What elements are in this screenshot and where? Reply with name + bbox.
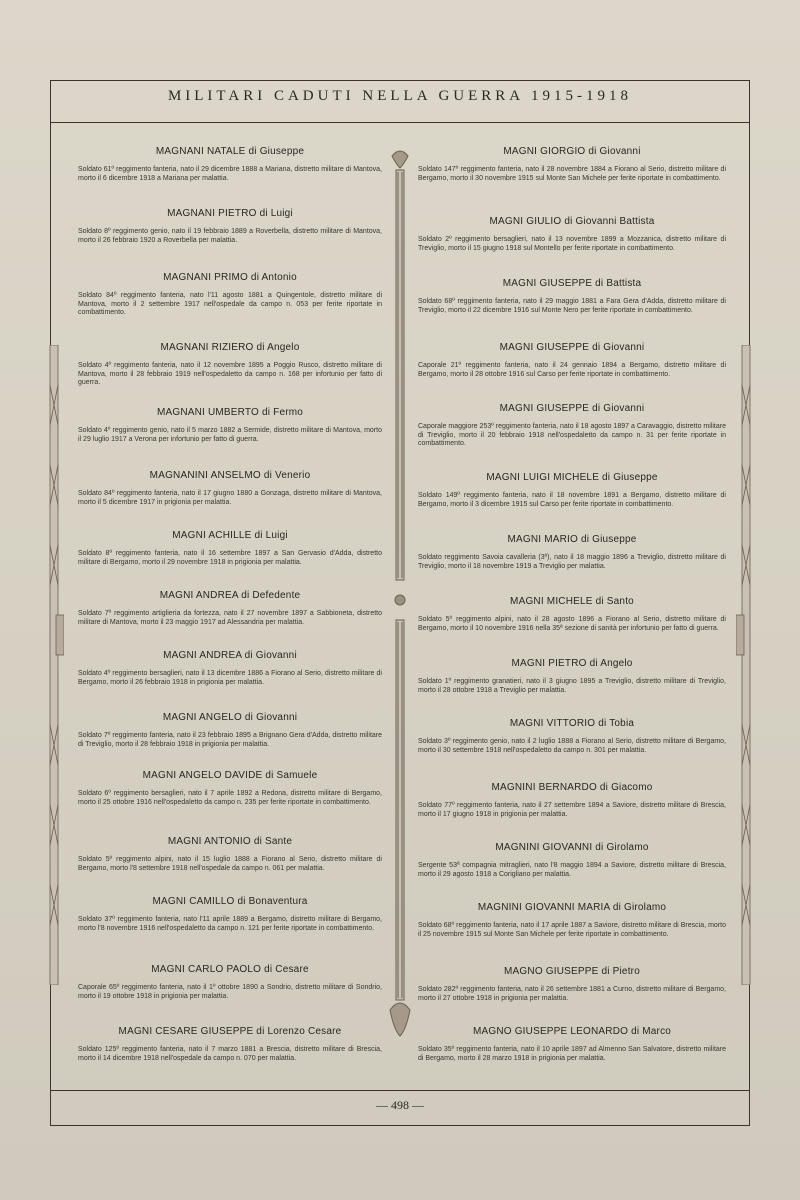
entry: [78, 208, 382, 245]
entry: [78, 836, 382, 873]
entry-name: MAGNANI UMBERTO di Fermo: [156, 407, 304, 418]
right-pole-ornament: [736, 345, 756, 985]
entry-text: Soldato 125º reggimento fanteria, nato il 7 marzo 1881 a Brescia, distretto militare di Brescia, morto il 14 dicembre 1918 nell'ospedale da campo n. 070 per malattia.: [78, 1046, 382, 1062]
entry-text: Soldato 7º reggimento fanteria, nato il 23 febbraio 1895 a Brignano Gera d'Adda, distretto militare di Treviglio, morto il 28 febbraio 1918 in prigionia per malattia.: [78, 732, 382, 748]
entry-name: MAGNO GIUSEPPE LEONARDO di Marco: [472, 1026, 672, 1037]
page-title: MILITARI CADUTI NELLA GUERRA 1915-1918: [167, 88, 633, 104]
entry-text: Soldato 1º reggimento granatieri, nato il 3 giugno 1895 a Treviglio, distretto militare di Treviglio, morto il 28 ottobre 1918 a Treviglio per malattia.: [418, 678, 726, 694]
entry-text: Soldato 3º reggimento genio, nato il 2 luglio 1888 a Fiorano al Serio, distretto militare di Bergamo, morto il 30 settembre 1918 nell'ospedaletto da campo n. 301 per malattia.: [418, 738, 726, 754]
entry-text: Soldato 5º reggimento alpini, nato il 28 agosto 1896 a Fiorano al Serio, distretto militare di Bergamo, morto il 10 novembre 1916 nella 35ª sezione di sanità per infortunio per fatto di guerra.: [418, 616, 726, 632]
entry-name: MAGNANI NATALE di Giuseppe: [155, 146, 305, 157]
entry: [78, 146, 382, 183]
entry: [418, 966, 726, 1003]
entry-text: Soldato 68º reggimento fanteria, nato il 29 maggio 1881 a Fara Gera d'Adda, distretto militare di Treviglio, morto il 22 dicembre 1916 sul Monte Nero per ferite riportate in combattimento.: [418, 298, 726, 314]
entry-text: Soldato 2º reggimento bersaglieri, nato il 13 novembre 1899 a Mozzanica, distretto militare di Treviglio, morto il 15 giugno 1918 sul Montello per ferite riportate in combattimento.: [418, 236, 726, 252]
entry-text: Soldato 147º reggimento fanteria, nato il 28 novembre 1884 a Fiorano al Serio, distretto militare di Bergamo, morto il 30 novembre 1915 sul Monte San Michele per ferite riportate in combattimento.: [418, 166, 726, 182]
entry-text: Caporale 65º reggimento fanteria, nato il 1º ottobre 1890 a Sondrio, distretto militare di Sondrio, morto il 19 ottobre 1918 in prigionia per malattia.: [78, 984, 382, 1000]
entry-name: MAGNINI GIOVANNI di Girolamo: [495, 842, 649, 853]
entry: [78, 407, 382, 444]
entry: [418, 216, 726, 253]
entry-text: Soldato 35º reggimento fanteria, nato il 10 aprile 1897 ad Almenno San Salvatore, distretto militare di Bergamo, morto il 28 marzo 1918 in prigionia per malattia.: [418, 1046, 726, 1062]
entry-name: MAGNI ANGELO di Giovanni: [162, 712, 298, 723]
entry: [418, 342, 726, 379]
entry: [78, 770, 382, 807]
entry-text: Soldato reggimento Savoia cavalleria (3º), nato il 18 maggio 1896 a Treviglio, distretto militare di Treviglio, morto il 18 novembre 1919 a Treviglio per malattia.: [418, 554, 726, 570]
entry-text: Soldato 4º reggimento bersaglieri, nato il 13 dicembre 1886 a Fiorano al Serio, distretto militare di Bergamo, morto il 26 febbraio 1918 in prigionia per malattia.: [78, 670, 382, 686]
title-rule: [50, 122, 750, 123]
entry-text: Soldato 68º reggimento fanteria, nato il 17 aprile 1887 a Saviore, distretto militare di Brescia, morto il 25 novembre 1915 sul Monte San Michele per ferite riportate in combattimento.: [418, 922, 726, 938]
center-column-ornament: [388, 150, 412, 1040]
entry: [418, 596, 726, 633]
entry: [418, 472, 726, 509]
entry-text: Soldato 4º reggimento fanteria, nato il 12 novembre 1895 a Poggio Rusco, distretto militare di Mantova, morto il 28 febbraio 1919 nell'ospedaletto da campo n. 168 per infortunio per fatto di guerra.: [78, 362, 382, 387]
entry: [78, 272, 382, 318]
entry: [78, 964, 382, 1001]
entry: [78, 896, 382, 933]
entry-name: MAGNANI PRIMO di Antonio: [163, 272, 297, 283]
entry-text: Soldato 84º reggimento fanteria, nato il 17 giugno 1880 a Gonzaga, distretto militare di Mantova, morto il 5 dicembre 1917 in prigionia per malattia.: [78, 490, 382, 506]
entry-name: MAGNI GIUSEPPE di Giovanni: [499, 342, 645, 353]
entry: [78, 712, 382, 749]
entry-name: MAGNI MARIO di Giuseppe: [507, 534, 637, 545]
entry-text: Soldato 84º reggimento fanteria, nato l'11 agosto 1881 a Quingentole, distretto militare di Mantova, morto il 2 settembre 1917 nell'ospedale da campo n. 053 per ferite riportate in combattimento.: [78, 292, 382, 317]
entry-name: MAGNI PIETRO di Angelo: [511, 658, 633, 669]
entry-name: MAGNINI BERNARDO di Giacomo: [491, 782, 653, 793]
entry-text: Soldato 7º reggimento artiglieria da fortezza, nato il 27 novembre 1897 a Sabbioneta, distretto militare di Mantova, morto il 23 maggio 1917 ad Alessandria per malattia.: [78, 610, 382, 626]
entry-name: MAGNANI RIZIERO di Angelo: [160, 342, 300, 353]
entry: [78, 342, 382, 388]
entry: [78, 1026, 382, 1063]
entry: [418, 782, 726, 819]
left-pole-ornament: [44, 345, 64, 985]
entry: [78, 530, 382, 567]
entry-text: Soldato 149º reggimento fanteria, nato il 18 novembre 1891 a Bergamo, distretto militare di Bergamo, morto il 3 dicembre 1915 sul Carso per ferite riportate in combattimento.: [418, 492, 726, 508]
entry-name: MAGNO GIUSEPPE di Pietro: [504, 966, 640, 977]
entry-name: MAGNI GIUSEPPE di Giovanni: [499, 403, 645, 414]
entry-name: MAGNINI GIOVANNI MARIA di Girolamo: [477, 902, 667, 913]
entry-name: MAGNI MICHELE di Santo: [510, 596, 634, 607]
entry: [418, 842, 726, 879]
entry: [418, 718, 726, 755]
footer-rule: [50, 1090, 750, 1091]
entry-text: Soldato 6º reggimento bersaglieri, nato il 7 aprile 1892 a Redona, distretto militare di Bergamo, morto il 25 ottobre 1916 nell'ospedaletto da campo n. 235 per ferite riportate in combattimento.: [78, 790, 382, 806]
entry-name: MAGNI GIULIO di Giovanni Battista: [489, 216, 655, 227]
entry-name: MAGNI ANTONIO di Sante: [167, 836, 293, 847]
entry-text: Sergente 53ª compagnia mitraglieri, nato l'8 maggio 1894 a Saviore, distretto militare di Brescia, morto il 29 agosto 1918 a Corigliano per malattia.: [418, 862, 726, 878]
entry: [418, 146, 726, 183]
entry-name: MAGNI CARLO PAOLO di Cesare: [151, 964, 309, 975]
entry: [418, 403, 726, 449]
entry: [418, 278, 726, 315]
entry: [78, 470, 382, 507]
entry-name: MAGNI ACHILLE di Luigi: [172, 530, 288, 541]
entry-name: MAGNI ANDREA di Giovanni: [163, 650, 297, 661]
entry-name: MAGNI CAMILLO di Bonaventura: [152, 896, 308, 907]
entry: [418, 902, 726, 939]
entry-name: MAGNI VITTORIO di Tobia: [509, 718, 635, 729]
entry-name: MAGNI ANDREA di Defedente: [159, 590, 301, 601]
entry-text: Soldato 5º reggimento alpini, nato il 15 luglio 1888 a Fiorano al Serio, distretto militare di Bergamo, morto l'8 settembre 1918 nell'ospedale da campo n. 061 per malattia.: [78, 856, 382, 872]
entry-name: MAGNI ANGELO DAVIDE di Samuele: [142, 770, 318, 781]
page-number: — 498 —: [376, 1098, 424, 1112]
entry: [418, 534, 726, 571]
entry-text: Soldato 8º reggimento fanteria, nato il 16 settembre 1897 a San Gervasio d'Adda, distretto militare di Bergamo, morto il 29 novembre 1918 in prigionia per malattia.: [78, 550, 382, 566]
entry-text: Soldato 282º reggimento fanteria, nato il 26 settembre 1881 a Curno, distretto militare di Bergamo, morto il 27 ottobre 1918 in prigionia per malattia.: [418, 986, 726, 1002]
entry-text: Soldato 77º reggimento fanteria, nato il 27 settembre 1894 a Saviore, distretto militare di Brescia, morto il 17 giugno 1918 in prigionia per malattia.: [418, 802, 726, 818]
entry-text: Soldato 61º reggimento fanteria, nato il 29 dicembre 1888 a Mariana, distretto militare di Mantova, morto il 6 dicembre 1918 a Mariana per malattia.: [78, 166, 382, 182]
entry-text: Caporale 21º reggimento fanteria, nato il 24 gennaio 1894 a Bergamo, distretto militare di Bergamo, morto il 28 ottobre 1916 sul Carso per ferite riportate in combattimento.: [418, 362, 726, 378]
entry-name: MAGNI CESARE GIUSEPPE di Lorenzo Cesare: [118, 1026, 342, 1037]
entry-name: MAGNI GIORGIO di Giovanni: [503, 146, 641, 157]
entry-name: MAGNANI PIETRO di Luigi: [167, 208, 293, 219]
entry-text: Caporale maggiore 253º reggimento fanteria, nato il 18 agosto 1897 a Caravaggio, distretto militare di Treviglio, morto il 20 febbraio 1918 nell'ospedaletto da campo n. 31 per ferite riportate in combattimento.: [418, 423, 726, 448]
entry-name: MAGNI GIUSEPPE di Battista: [502, 278, 642, 289]
entry-name: MAGNANINI ANSELMO di Venerio: [149, 470, 311, 481]
entry-text: Soldato 37º reggimento fanteria, nato l'11 aprile 1889 a Bergamo, distretto militare di Bergamo, morto l'8 novembre 1916 nell'ospedaletto da campo n. 121 per ferite riportate in combattimento.: [78, 916, 382, 932]
entry: [418, 658, 726, 695]
entry-name: MAGNI LUIGI MICHELE di Giuseppe: [486, 472, 658, 483]
entry: [78, 650, 382, 687]
entry: [418, 1026, 726, 1063]
entry: [78, 590, 382, 627]
entry-text: Soldato 8º reggimento genio, nato il 19 febbraio 1889 a Roverbella, distretto militare di Mantova, morto il 26 febbraio 1920 a Roverbella per malattia.: [78, 228, 382, 244]
entry-text: Soldato 4º reggimento genio, nato il 5 marzo 1882 a Sermide, distretto militare di Mantova, morto il 29 luglio 1917 a Verona per infortunio per fatto di guerra.: [78, 427, 382, 443]
